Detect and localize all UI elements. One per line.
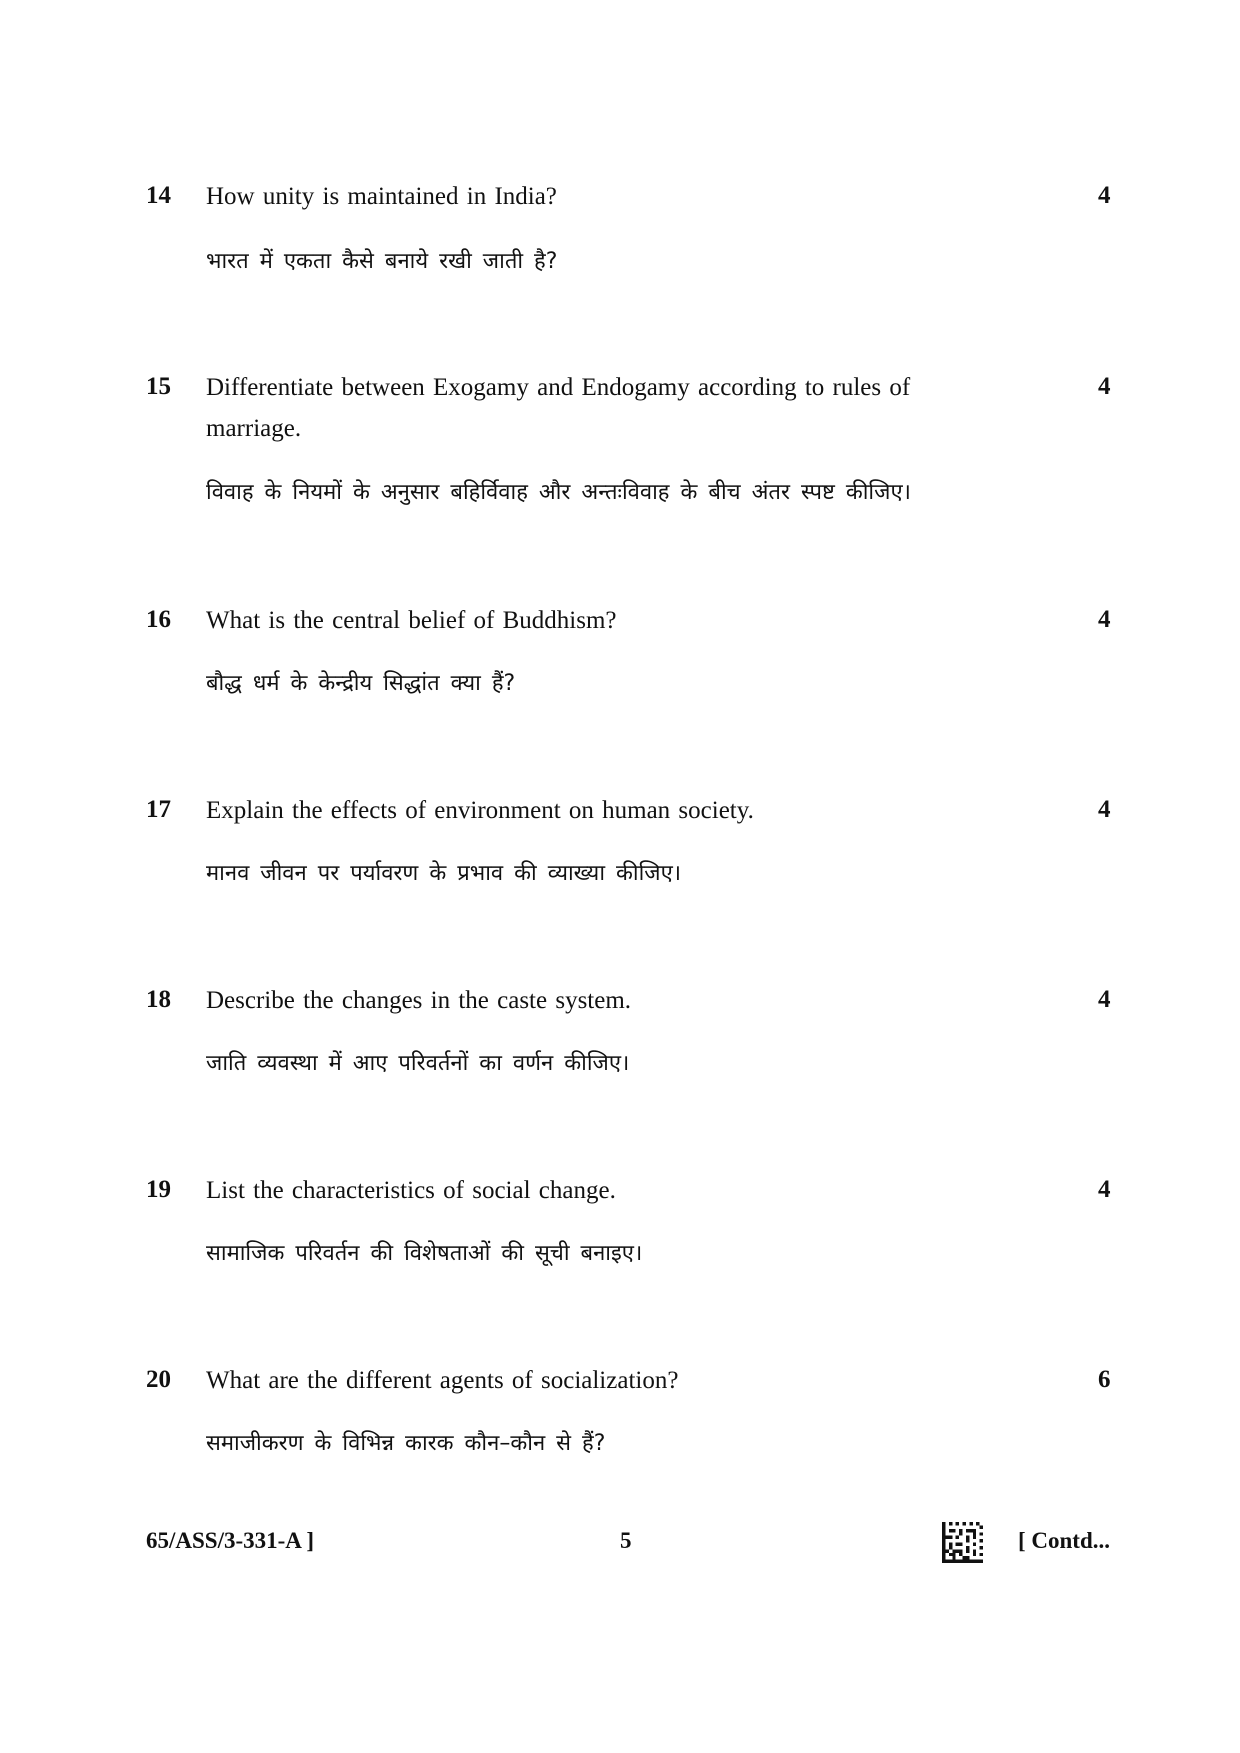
question-number: 15 [146, 373, 171, 400]
question-text-hindi: जाति व्यवस्था में आए परिवर्तनों का वर्णन कीजिए। [206, 1051, 630, 1076]
question-text-english: How unity is maintained in India? [206, 183, 557, 210]
question-text-hindi: बौद्ध धर्म के केन्द्रीय सिद्धांत क्या हैं? [206, 671, 516, 696]
question-text-hindi: मानव जीवन पर पर्यावरण के प्रभाव की व्याख्या कीजिए। [206, 861, 682, 886]
paper-code: 65/ASS/3-331-A ] [146, 1528, 315, 1553]
question-marks: 4 [1098, 986, 1111, 1013]
question-text-english: Differentiate between Exogamy and Endogamy according to rules of marriage. [206, 374, 911, 442]
question-marks: 4 [1098, 373, 1111, 400]
question-number: 14 [146, 182, 171, 209]
question-text-hindi: समाजीकरण के विभिन्न कारक कौन–कौन से हैं? [206, 1431, 606, 1456]
question-text-hindi: विवाह के नियमों के अनुसार बहिर्विवाह और अन्तःविवाह के बीच अंतर स्पष्ट कीजिए। [206, 480, 911, 505]
question-marks: 4 [1098, 182, 1111, 209]
question-marks: 4 [1098, 796, 1111, 823]
question-text-english: List the characteristics of social change. [206, 1177, 616, 1204]
question-number: 18 [146, 986, 171, 1013]
question-number: 20 [146, 1366, 171, 1393]
question-text-english: What are the different agents of socialization? [206, 1367, 679, 1394]
datamatrix-code-icon [942, 1522, 983, 1563]
question-text-hindi: सामाजिक परिवर्तन की विशेषताओं की सूची बनाइए। [206, 1241, 643, 1266]
question-marks: 6 [1098, 1366, 1111, 1393]
question-number: 17 [146, 796, 171, 823]
question-text-english: What is the central belief of Buddhism? [206, 607, 617, 634]
question-number: 19 [146, 1176, 171, 1203]
question-marks: 4 [1098, 1176, 1111, 1203]
page-number: 5 [620, 1528, 632, 1553]
question-text-english: Describe the changes in the caste system. [206, 987, 632, 1014]
question-text-hindi: भारत में एकता कैसे बनाये रखी जाती है? [206, 249, 558, 274]
question-text-english: Explain the effects of environment on human society. [206, 797, 754, 824]
question-marks: 4 [1098, 606, 1111, 633]
continued-label: [ Contd... [1018, 1528, 1111, 1553]
question-number: 16 [146, 606, 171, 633]
